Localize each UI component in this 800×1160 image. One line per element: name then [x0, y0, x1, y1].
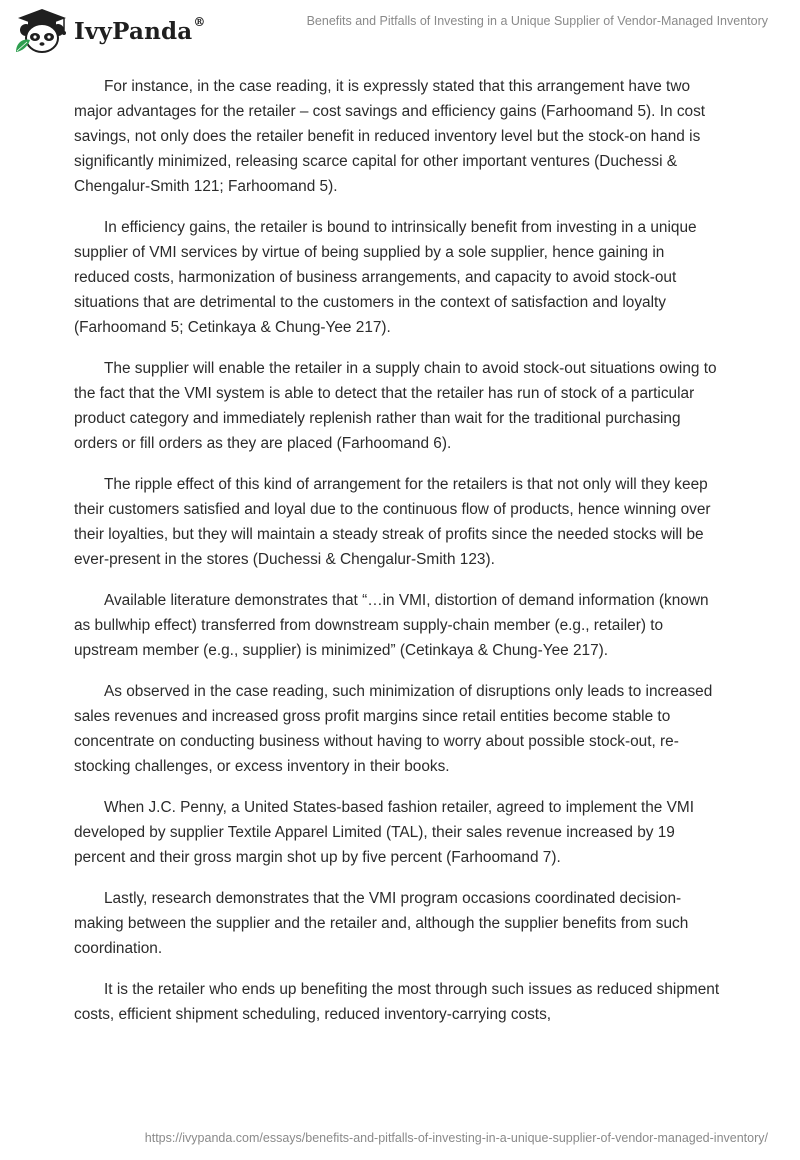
essay-body: [74, 74, 720, 1043]
paragraph: The supplier will enable the retailer in a supply chain to avoid stock-out situations owing to the fact that the VMI system is able to detect that the retailer has run of stock of a particular product category and immediately replenish rather than wait for the traditional purchasing orders or fill orders as they are placed (Farhoomand 6).: [74, 360, 717, 452]
source-url-link[interactable]: https://ivypanda.com/essays/benefits-and-pitfalls-of-investing-in-a-unique-supplier-of-vendor-managed-inventory/: [144, 1131, 768, 1145]
paragraph: It is the retailer who ends up benefiting the most through such issues as reduced shipment costs, efficient shipment scheduling, reduced inventory-carrying costs,: [74, 981, 720, 1023]
paragraph: Lastly, research demonstrates that the VMI program occasions coordinated decision-making between the supplier and the retailer and, although the supplier benefits from such coordination.: [74, 890, 689, 957]
paragraph: When J.C. Penny, a United States-based fashion retailer, agreed to implement the VMI developed by supplier Textile Apparel Limited (TAL), their sales revenue increased by 19 percent and their gross margin shot up by five percent (Farhoomand 7).: [74, 799, 694, 866]
page-header: [0, 0, 800, 62]
paragraph: In efficiency gains, the retailer is bound to intrinsically benefit from investing in a unique supplier of VMI services by virtue of being supplied by a sole supplier, hence gaining in reduced costs, harmonization of business arrangements, and capacity to avoid stock-out situations that are detrimental to the customers in the context of satisfaction and loyalty (Farhoomand 5; Cetinkaya & Chung-Yee 217).: [74, 219, 697, 336]
panda-graduate-icon: [14, 8, 70, 54]
paragraph: Available literature demonstrates that “…in VMI, distortion of demand information (known as bullwhip effect) transferred from downstream supply-chain member (e.g., retailer) to upstream member (e.g., supplier) is minimized” (Cetinkaya & Chung-Yee 217).: [74, 592, 709, 659]
paragraph: As observed in the case reading, such minimization of disruptions only leads to increased sales revenues and increased gross profit margins since retail entities become stable to concentrate on conducting business without having to worry about possible stock-out, re-stocking challenges, or excess inventory in their books.: [74, 683, 713, 775]
brand-logo[interactable]: [14, 8, 206, 54]
paragraph: The ripple effect of this kind of arrangement for the retailers is that not only will they keep their customers satisfied and loyal due to the continuous flow of products, hence winning over their loyalties, but they will maintain a steady streak of profits since the needed stocks will be ever-present in the stores (Duchessi & Chengalur-Smith 123).: [74, 476, 711, 568]
registered-mark: ®: [193, 14, 206, 29]
paragraph: For instance, in the case reading, it is expressly stated that this arrangement have two major advantages for the retailer – cost savings and efficiency gains (Farhoomand 5). In cost savings, not only does the retailer benefit in reduced inventory level but the stock-on hand is significantly minimized, releasing scarce capital for other important ventures (Duchessi & Chengalur-Smith 121; Farhoomand 5).: [74, 78, 706, 195]
document-title: Benefits and Pitfalls of Investing in a Unique Supplier of Vendor-Managed Inventory: [306, 14, 768, 28]
brand-name: IvyPanda®: [74, 14, 206, 45]
